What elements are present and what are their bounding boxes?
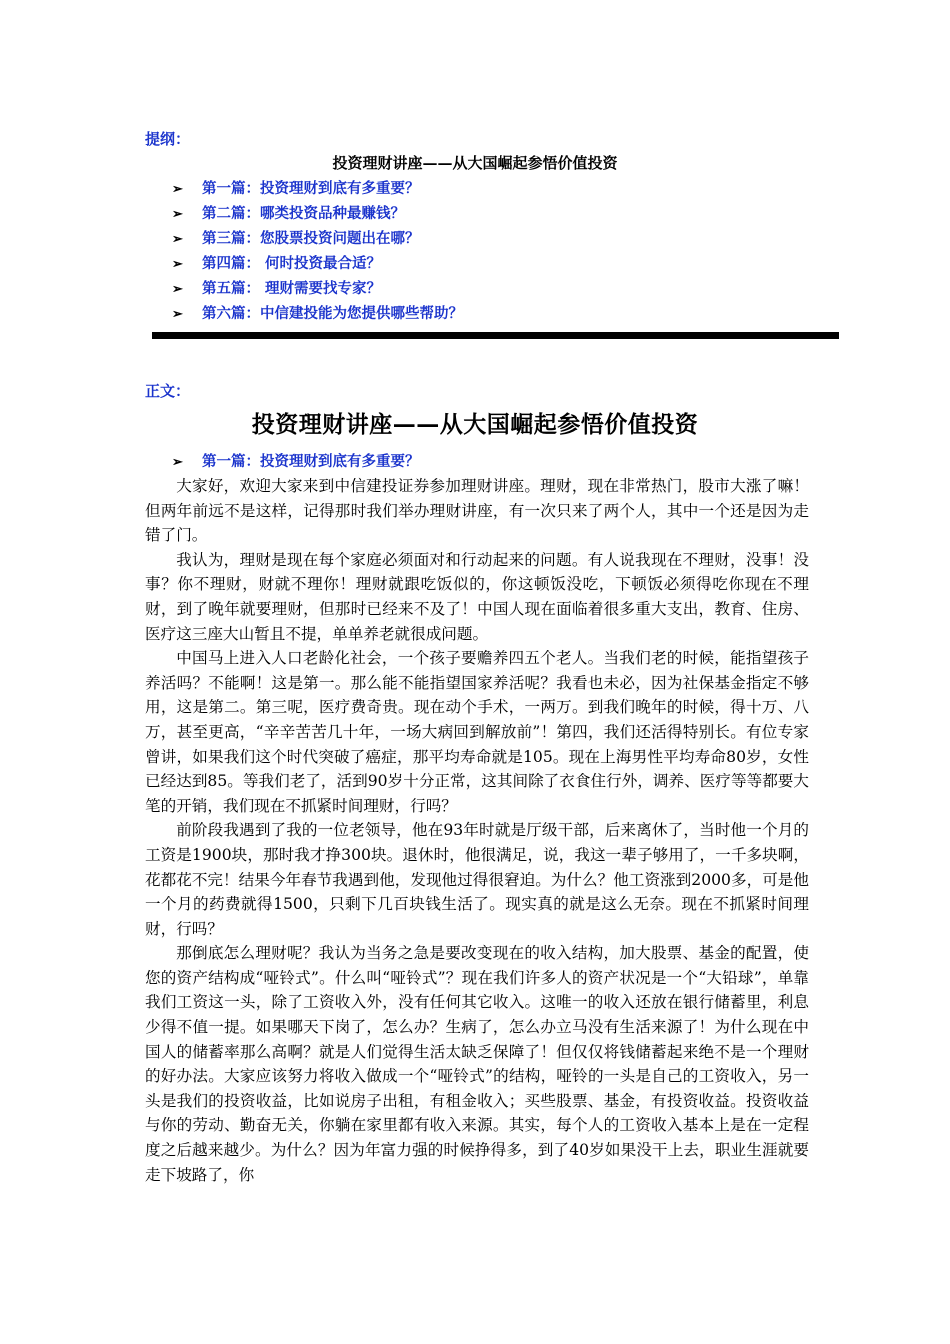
arrow-bullet-icon: ➢ [172,232,183,247]
body-text [145,474,809,1187]
toc-item-label: 第三篇：您股票投资问题出在哪？ [202,230,420,247]
body-label: 正文： [145,382,191,400]
paragraph: 大家好，欢迎大家来到中信建投证券参加理财讲座。理财，现在非常热门，股市大涨了嘛！但两年前远不是这样，记得那时我们举办理财讲座，有一次只来了两个人，其中一个还是因为走错了门。 [145,477,809,545]
chapter-heading-label: 第一篇：投资理财到底有多重要？ [202,453,420,470]
arrow-bullet-icon: ➢ [172,282,183,297]
paragraph: 前阶段我遇到了我的一位老领导，他在93年时就是厅级干部，后来离休了，当时他一个月的工资是1900块，那时我才挣300块。退休时，他很满足，说，我这一辈子够用了，一千多块啊，花都花不完！结果今年春节我遇到他，发现他过得很窘迫。为什么？他工资涨到2000多，可是他一个月的药费就得1500，只剩下几百块钱生活了。现实真的就是这么无奈。现在不抓紧时间理财，行吗？ [145,821,809,938]
section-divider [152,332,839,339]
toc-item[interactable] [172,201,463,226]
toc-item-label: 第五篇： 理财需要找专家？ [202,280,382,297]
toc-item[interactable] [172,251,463,276]
toc-item-label: 第一篇：投资理财到底有多重要？ [202,180,420,197]
paragraph: 那倒底怎么理财呢？我认为当务之急是要改变现在的收入结构，加大股票、基金的配置，使您的资产结构成“哑铃式”。什么叫“哑铃式”？现在我们许多人的资产状况是一个“大铅球”，单靠我们工资这一头，除了工资收入外，没有任何其它收入。这唯一的收入还放在银行储蓄里，利息少得不值一提。如果哪天下岗了，怎么办？生病了，怎么办立马没有生活来源了！为什么现在中国人的储蓄率那么高啊？就是人们觉得生活太缺乏保障了！但仅仅将钱储蓄起来绝不是一个理财的好办法。大家应该努力将收入做成一个“哑铃式”的结构，哑铃的一头是自己的工资收入，另一头是我们的投资收益，比如说房子出租，有租金收入；买些股票、基金，有投资收益。投资收益与你的劳动、勤奋无关，你躺在家里都有收入来源。其实，每个人的工资收入基本上是在一定程度之后越来越少。为什么？因为年富力强的时候挣得多，到了40岁如果没干上去，职业生涯就要走下坡路了，你 [145,944,809,1184]
arrow-bullet-icon: ➢ [172,307,183,322]
paragraph: 中国马上进入人口老龄化社会，一个孩子要赡养四五个老人。当我们老的时候，能指望孩子养活吗？不能啊！这是第一。那么能不能指望国家养活呢？我看也未必，因为社保基金指定不够用，这是第二。第三呢，医疗费奇贵。现在动个手术，一两万。到我们晚年的时候，得十万、八万，甚至更高，“辛辛苦苦几十年，一场大病回到解放前”！第四，我们还活得特别长。有位专家曾讲，如果我们这个时代突破了癌症，那平均寿命就是105。现在上海男性平均寿命80岁，女性已经达到85。等我们老了，活到90岁十分正常，这其间除了衣食住行外，调养、医疗等等都要大笔的开销，我们现在不抓紧时间理财，行吗？ [145,649,809,815]
arrow-bullet-icon: ➢ [172,257,183,272]
page-title: 投资理财讲座——从大国崛起参悟价值投资 [251,411,699,438]
table-of-contents [172,176,463,326]
outline-title: 投资理财讲座——从大国崛起参悟价值投资 [332,154,618,172]
outline-label: 提纲： [145,130,191,148]
toc-item-label: 第四篇： 何时投资最合适？ [202,255,382,272]
toc-item[interactable] [172,176,463,201]
arrow-bullet-icon: ➢ [172,207,183,222]
toc-item-label: 第六篇：中信建投能为您提供哪些帮助？ [202,305,463,322]
toc-item[interactable] [172,276,463,301]
arrow-bullet-icon: ➢ [172,455,183,470]
chapter-heading [172,450,420,471]
toc-item[interactable] [172,301,463,326]
toc-item-label: 第二篇：哪类投资品种最赚钱？ [202,205,405,222]
toc-item[interactable] [172,226,463,251]
arrow-bullet-icon: ➢ [172,182,183,197]
paragraph: 我认为，理财是现在每个家庭必须面对和行动起来的问题。有人说我现在不理财，没事！没事？你不理财，财就不理你！理财就跟吃饭似的，你这顿饭没吃，下顿饭必须得吃你现在不理财，到了晚年就要理财，但那时已经来不及了！中国人现在面临着很多重大支出，教育、住房、医疗这三座大山暂且不提，单单养老就很成问题。 [145,550,809,643]
